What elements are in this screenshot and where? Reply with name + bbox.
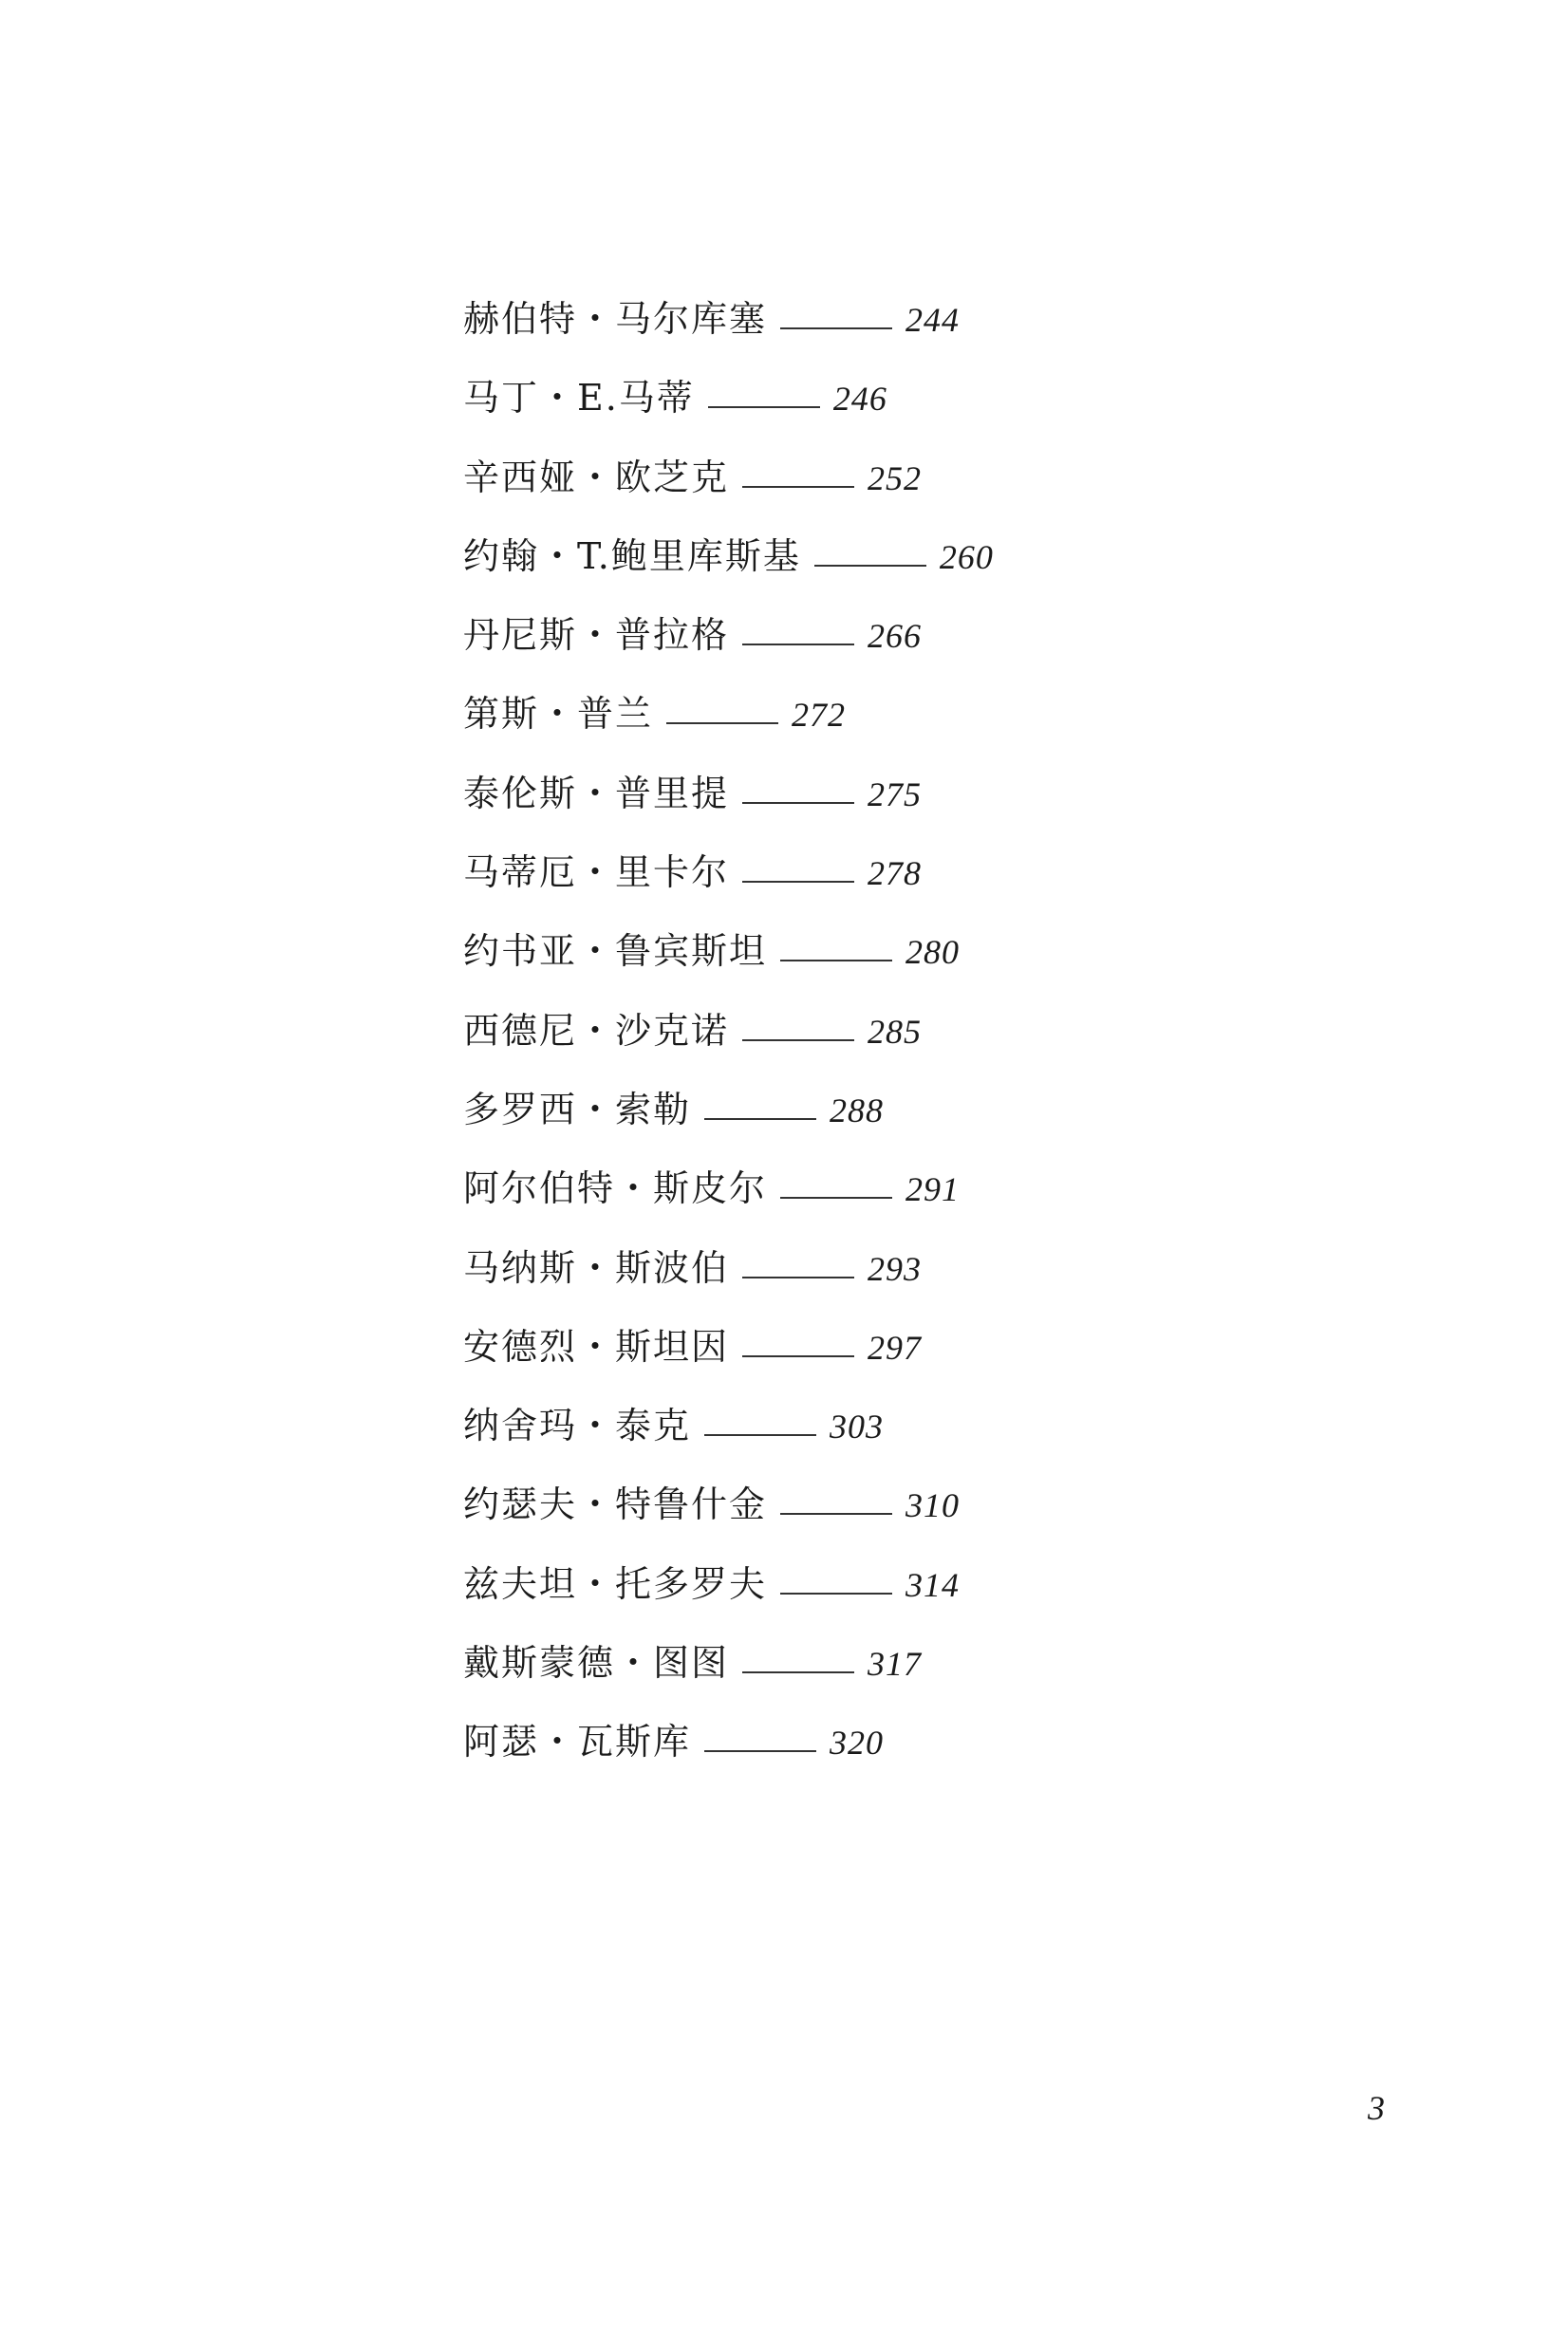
toc-entry[interactable] <box>463 1239 994 1317</box>
toc-leader-line <box>742 644 854 645</box>
toc-entry[interactable] <box>463 1396 994 1475</box>
toc-entry[interactable] <box>463 606 994 684</box>
toc-entry-page: 285 <box>868 1012 923 1051</box>
toc-entry-name: 西德尼・沙克诺 <box>463 1009 730 1052</box>
toc-entry[interactable] <box>463 684 994 763</box>
toc-entry-name: 辛西娅・欧芝克 <box>463 456 730 498</box>
toc-leader-line <box>780 1197 892 1199</box>
toc-entry[interactable] <box>463 1001 994 1080</box>
toc-entry[interactable] <box>463 1080 994 1159</box>
toc-entry-page: 310 <box>905 1486 961 1525</box>
toc-entry-name: 戴斯蒙德・图图 <box>463 1642 730 1685</box>
toc-entry-page: 317 <box>868 1645 923 1684</box>
toc-entry-name: 阿尔伯特・斯皮尔 <box>463 1167 768 1210</box>
toc-leader-line <box>742 881 854 883</box>
toc-entry[interactable] <box>463 1633 994 1712</box>
toc-entry[interactable] <box>463 368 994 447</box>
toc-entry-name: 泰伦斯・普里提 <box>463 772 730 814</box>
toc-entry-name: 约瑟夫・特鲁什金 <box>463 1483 768 1526</box>
toc-entry[interactable] <box>463 843 994 922</box>
toc-entry-name: 马纳斯・斯波伯 <box>463 1246 730 1289</box>
toc-entry-page: 320 <box>830 1724 885 1763</box>
toc-leader-line <box>742 1039 854 1041</box>
toc-entry[interactable] <box>463 527 994 606</box>
toc-entry-page: 246 <box>832 380 887 419</box>
toc-entry-name: 约书亚・鲁宾斯坦 <box>463 930 768 973</box>
toc-entry-name: 马蒂厄・里卡尔 <box>463 851 730 894</box>
toc-entry-name: 赫伯特・马尔库塞 <box>463 298 768 340</box>
toc-entry[interactable] <box>463 448 994 527</box>
toc-entry[interactable] <box>463 1712 994 1791</box>
toc-entry[interactable] <box>463 289 994 368</box>
toc-leader-line <box>742 802 854 804</box>
toc-leader-line <box>742 486 854 488</box>
toc-entry-name: 多罗西・索勒 <box>463 1088 692 1130</box>
toc-entry-name: 约翰・T.鲍里库斯基 <box>463 534 801 577</box>
toc-entry[interactable] <box>463 1317 994 1396</box>
toc-entry-page: 244 <box>905 301 961 339</box>
toc-entry-name: 纳舍玛・泰克 <box>463 1405 692 1447</box>
toc-entry[interactable] <box>463 1159 994 1238</box>
toc-leader-line <box>780 327 892 329</box>
toc-entry-page: 291 <box>905 1170 961 1209</box>
toc-entry-page: 260 <box>939 537 994 576</box>
toc-leader-line <box>780 1593 892 1595</box>
toc-leader-line <box>708 406 820 408</box>
toc-leader-line <box>780 960 892 961</box>
toc-entry-page: 293 <box>868 1249 923 1288</box>
toc-entry-name: 丹尼斯・普拉格 <box>463 614 730 657</box>
toc-leader-line <box>704 1434 816 1436</box>
toc-entry[interactable] <box>463 1475 994 1554</box>
toc-entry-page: 314 <box>905 1565 961 1604</box>
toc-leader-line <box>742 1277 854 1278</box>
toc-entry-page: 275 <box>868 774 923 813</box>
toc-entry-page: 288 <box>830 1091 885 1129</box>
toc-entry[interactable] <box>463 764 994 843</box>
toc-entry-page: 278 <box>868 854 923 893</box>
toc-entry-name: 阿瑟・瓦斯库 <box>463 1721 692 1763</box>
toc-entry-page: 252 <box>868 458 923 497</box>
toc-leader-line <box>704 1118 816 1120</box>
toc-entry-name: 安德烈・斯坦因 <box>463 1325 730 1368</box>
toc-entry[interactable] <box>463 922 994 1000</box>
toc-leader-line <box>666 722 778 724</box>
page-number: 3 <box>1368 2089 1385 2127</box>
toc-leader-line <box>814 565 926 567</box>
table-of-contents <box>463 289 994 1792</box>
toc-leader-line <box>742 1355 854 1357</box>
toc-entry-name: 兹夫坦・托多罗夫 <box>463 1562 768 1605</box>
toc-leader-line <box>704 1750 816 1752</box>
toc-entry-page: 297 <box>868 1328 923 1367</box>
toc-entry-name: 马丁・E.马蒂 <box>463 377 695 420</box>
toc-entry-page: 272 <box>792 696 847 735</box>
toc-entry-page: 266 <box>868 617 923 656</box>
toc-leader-line <box>780 1513 892 1515</box>
toc-entry-page: 303 <box>830 1408 885 1446</box>
toc-leader-line <box>742 1671 854 1673</box>
toc-entry-name: 第斯・普兰 <box>463 693 654 736</box>
toc-entry[interactable] <box>463 1555 994 1633</box>
toc-entry-page: 280 <box>905 933 961 972</box>
